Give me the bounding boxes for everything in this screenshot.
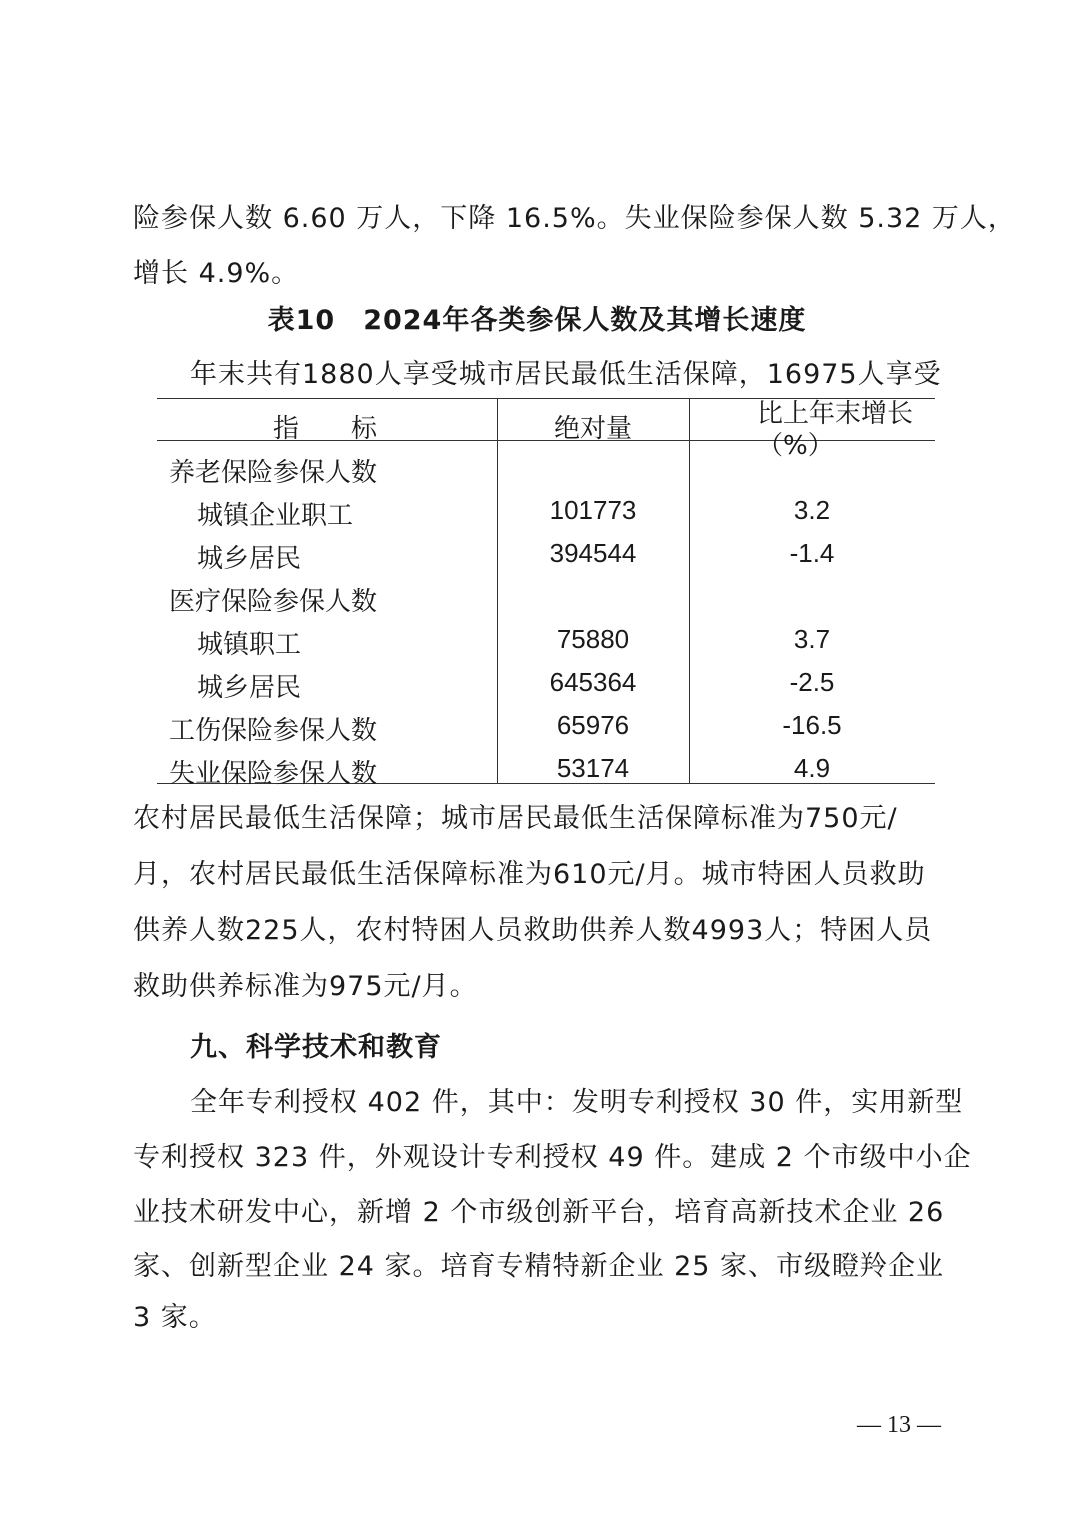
table-title: 表10 2024年各类参保人数及其增长速度 (267, 305, 807, 336)
row-3-growth: -1.4 (789, 538, 835, 568)
overlay-text-line: 年末共有1880人享受城市居民最低生活保障，16975人享受 (190, 359, 942, 390)
para2-line-2: 月，农村居民最低生活保障标准为610元/月。城市特困人员救助 (133, 859, 926, 890)
row-6-value: 645364 (549, 667, 637, 697)
para2-line-3: 供养人数225人，农村特困人员救助供养人数4993人；特困人员 (133, 915, 933, 946)
section-line-5: 3 家。 (133, 1302, 217, 1333)
row-2-growth: 3.2 (793, 495, 831, 525)
para2-line-4: 救助供养标准为975元/月。 (133, 971, 478, 1002)
row-6-growth: -2.5 (789, 667, 835, 697)
header-growth: 比上年末增长（%） (757, 399, 914, 461)
para2-line-1: 农村居民最低生活保障；城市居民最低生活保障标准为750元/ (133, 803, 898, 834)
row-8-growth: 4.9 (793, 753, 831, 783)
row-4-label: 医疗保险参保人数 (169, 587, 378, 617)
row-6-label: 城乡居民 (197, 673, 302, 703)
header-growth-clip (757, 398, 927, 461)
header-absolute: 绝对量 (553, 414, 632, 444)
row-7-growth: -16.5 (782, 710, 842, 740)
header-indicator: 指 标 (273, 414, 378, 444)
row-1-label: 养老保险参保人数 (169, 458, 378, 488)
row-2-value: 101773 (549, 495, 637, 525)
row-7-value: 65976 (556, 710, 630, 740)
section-line-3: 业技术研发中心，新增 2 个市级创新平台，培育高新技术企业 26 (133, 1197, 945, 1228)
para1-line-2: 增长 4.9%。 (133, 258, 300, 289)
row-5-growth: 3.7 (793, 624, 831, 654)
row-5-value: 75880 (556, 624, 630, 654)
row-7-label: 工伤保险参保人数 (169, 716, 378, 746)
page-number: — 13 — (857, 1412, 941, 1438)
row-3-label: 城乡居民 (197, 544, 302, 574)
insurance-table (157, 398, 935, 789)
row-3-value: 394544 (549, 538, 637, 568)
section-line-4: 家、创新型企业 24 家。培育专精特新企业 25 家、市级瞪羚企业 (133, 1251, 945, 1282)
section-heading: 九、科学技术和教育 (190, 1032, 442, 1063)
section-line-2: 专利授权 323 件，外观设计专利授权 49 件。建成 2 个市级中小企 (133, 1142, 972, 1173)
row-8-label: 失业保险参保人数 (169, 759, 378, 789)
row-8-value: 53174 (556, 753, 630, 783)
section-line-1: 全年专利授权 402 件，其中：发明专利授权 30 件，实用新型 (190, 1087, 964, 1118)
para1-line-1: 险参保人数 6.60 万人，下降 16.5%。失业保险参保人数 5.32 万人， (133, 203, 1016, 234)
row-2-label: 城镇企业职工 (197, 501, 354, 531)
row-5-label: 城镇职工 (197, 630, 302, 660)
